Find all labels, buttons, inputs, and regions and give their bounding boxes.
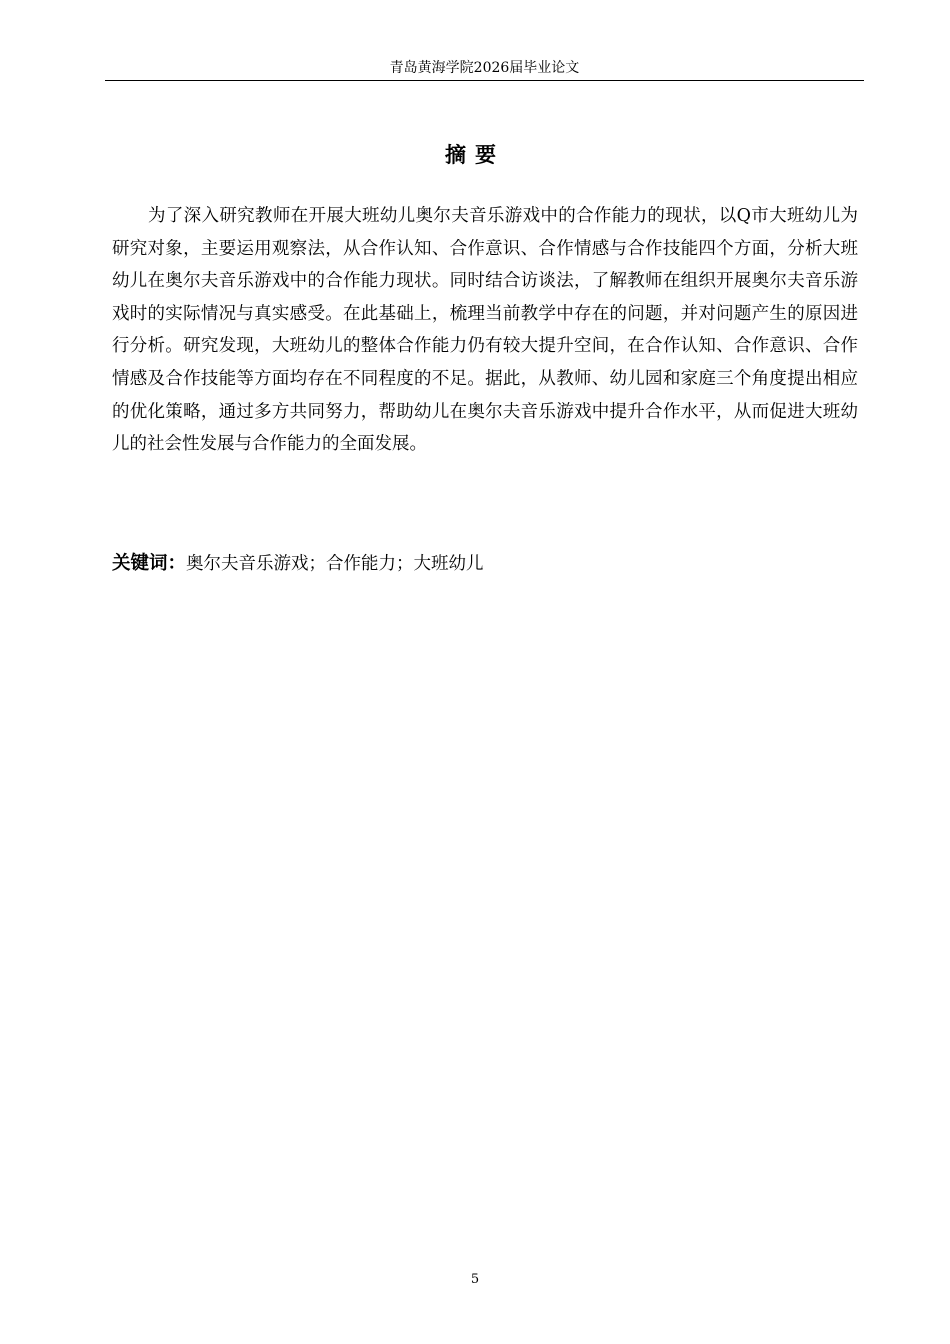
page-number: 5 <box>470 1272 480 1287</box>
page-header <box>105 58 864 81</box>
keywords-line <box>112 551 858 577</box>
keywords-value: 奥尔夫音乐游戏；合作能力；大班幼儿 <box>186 554 484 574</box>
header-text: 青岛黄海学院2026届毕业论文 <box>389 60 580 76</box>
abstract-paragraph: 为了深入研究教师在开展大班幼儿奥尔夫音乐游戏中的合作能力的现状，以Q市大班幼儿为研究对象，主要运用观察法，从合作认知、合作意识、合作情感与合作技能四个方面，分析大班幼儿在奥尔夫音乐游戏中的合作能力现状。同时结合访谈法，了解教师在组织开展奥尔夫音乐游戏时的实际情况与真实感受。在此基础上，梳理当前教学中存在的问题，并对问题产生的原因进行分析。研究发现，大班幼儿的整体合作能力仍有较大提升空间，在合作认知、合作意识、合作情感及合作技能等方面均存在不同程度的不足。据此，从教师、幼儿园和家庭三个角度提出相应的优化策略，通过多方共同努力，帮助幼儿在奥尔夫音乐游戏中提升合作水平，从而促进大班幼儿的社会性发展与合作能力的全面发展。 <box>112 206 858 455</box>
keywords-label: 关键词： <box>112 553 187 574</box>
section-title: 摘要 <box>445 143 505 167</box>
